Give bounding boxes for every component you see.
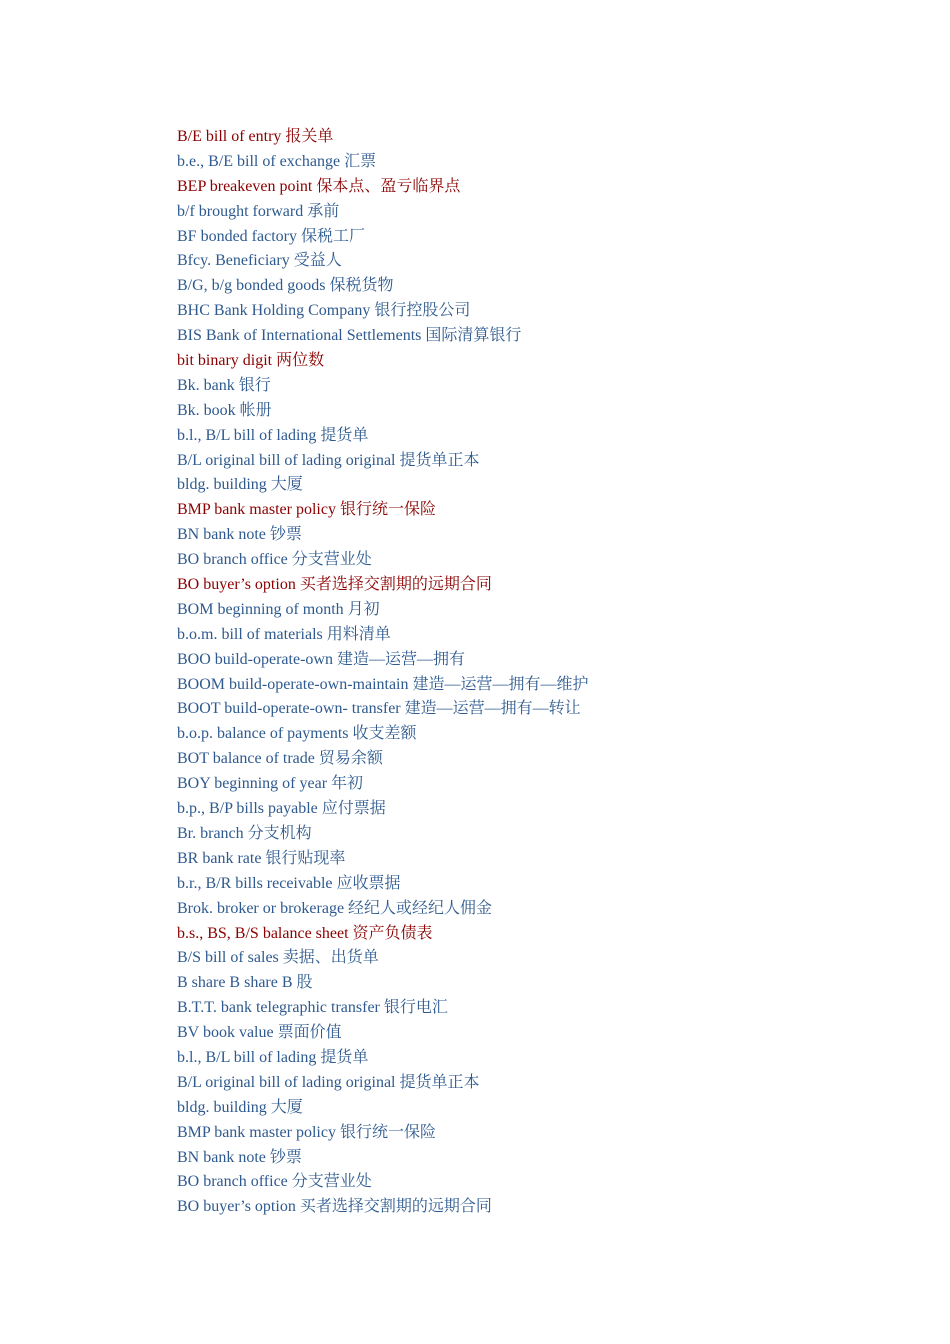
- glossary-entry: BO buyer’s option 买者选择交割期的远期合同: [177, 1198, 492, 1216]
- glossary-entry: BOT balance of trade 贸易余额: [177, 750, 383, 768]
- glossary-entry: BV book value 票面价值: [177, 1024, 342, 1042]
- glossary-entry: Br. branch 分支机构: [177, 824, 312, 842]
- glossary-entry: b.o.p. balance of payments 收支差额: [177, 725, 417, 743]
- glossary-entry: b.l., B/L bill of lading 提货单: [177, 1048, 369, 1066]
- glossary-entry: BO buyer’s option 买者选择交割期的远期合同: [177, 576, 492, 594]
- glossary-entry: BMP bank master policy 银行统一保险: [177, 501, 436, 519]
- glossary-entry: BOOT build-operate-own- transfer 建造—运营—拥有—转让: [177, 700, 581, 718]
- glossary-entry: bldg. building 大厦: [177, 1098, 303, 1116]
- glossary-entry: b.r., B/R bills receivable 应收票据: [177, 874, 401, 892]
- glossary-entry: b.l., B/L bill of lading 提货单: [177, 426, 369, 444]
- glossary-entry: B/S bill of sales 卖据、出货单: [177, 949, 379, 967]
- glossary-entry: B.T.T. bank telegraphic transfer 银行电汇: [177, 999, 448, 1017]
- glossary-entry: BOO build-operate-own 建造—运营—拥有: [177, 650, 465, 668]
- glossary-entry: BHC Bank Holding Company 银行控股公司: [177, 302, 471, 320]
- glossary-entry: Bk. bank 银行: [177, 376, 271, 394]
- glossary-entry: BN bank note 钞票: [177, 1148, 302, 1166]
- glossary-entry: BO branch office 分支营业处: [177, 1173, 372, 1191]
- glossary-entry: bldg. building 大厦: [177, 476, 303, 494]
- glossary-entry: BOY beginning of year 年初: [177, 775, 364, 793]
- glossary-entry: B/L original bill of lading original 提货单正本: [177, 451, 480, 469]
- glossary-entry: B share B share B 股: [177, 974, 313, 992]
- glossary-entry: BOOM build-operate-own-maintain 建造—运营—拥有—维护: [177, 675, 589, 693]
- glossary-entry: BOM beginning of month 月初: [177, 600, 380, 618]
- glossary-entry: BMP bank master policy 银行统一保险: [177, 1123, 436, 1141]
- glossary-entry: B/G, b/g bonded goods 保税货物: [177, 277, 394, 295]
- glossary-entry: BIS Bank of International Settlements 国际清算银行: [177, 327, 522, 345]
- glossary-entry: b/f brought forward 承前: [177, 202, 340, 220]
- glossary-entry: Bfcy. Beneficiary 受益人: [177, 252, 342, 270]
- glossary-entry: BN bank note 钞票: [177, 526, 302, 544]
- glossary-entry: B/E bill of entry 报关单: [177, 128, 334, 145]
- glossary-entry: BO branch office 分支营业处: [177, 551, 372, 569]
- glossary-entry: BEP breakeven point 保本点、盈亏临界点: [177, 177, 461, 195]
- glossary-entry: BR bank rate 银行贴现率: [177, 849, 346, 867]
- glossary-entry: B/L original bill of lading original 提货单正本: [177, 1073, 480, 1091]
- glossary-entry: b.p., B/P bills payable 应付票据: [177, 800, 386, 818]
- glossary-entry: Bk. book 帐册: [177, 401, 272, 419]
- glossary-entry: Brok. broker or brokerage 经纪人或经纪人佣金: [177, 899, 493, 917]
- glossary-entry: b.o.m. bill of materials 用料清单: [177, 625, 391, 643]
- glossary-entry: BF bonded factory 保税工厂: [177, 227, 365, 245]
- glossary-entry: b.e., B/E bill of exchange 汇票: [177, 152, 377, 170]
- glossary-list: [177, 125, 589, 1220]
- glossary-entry: bit binary digit 两位数: [177, 352, 325, 370]
- glossary-entry: b.s., BS, B/S balance sheet 资产负债表: [177, 924, 433, 942]
